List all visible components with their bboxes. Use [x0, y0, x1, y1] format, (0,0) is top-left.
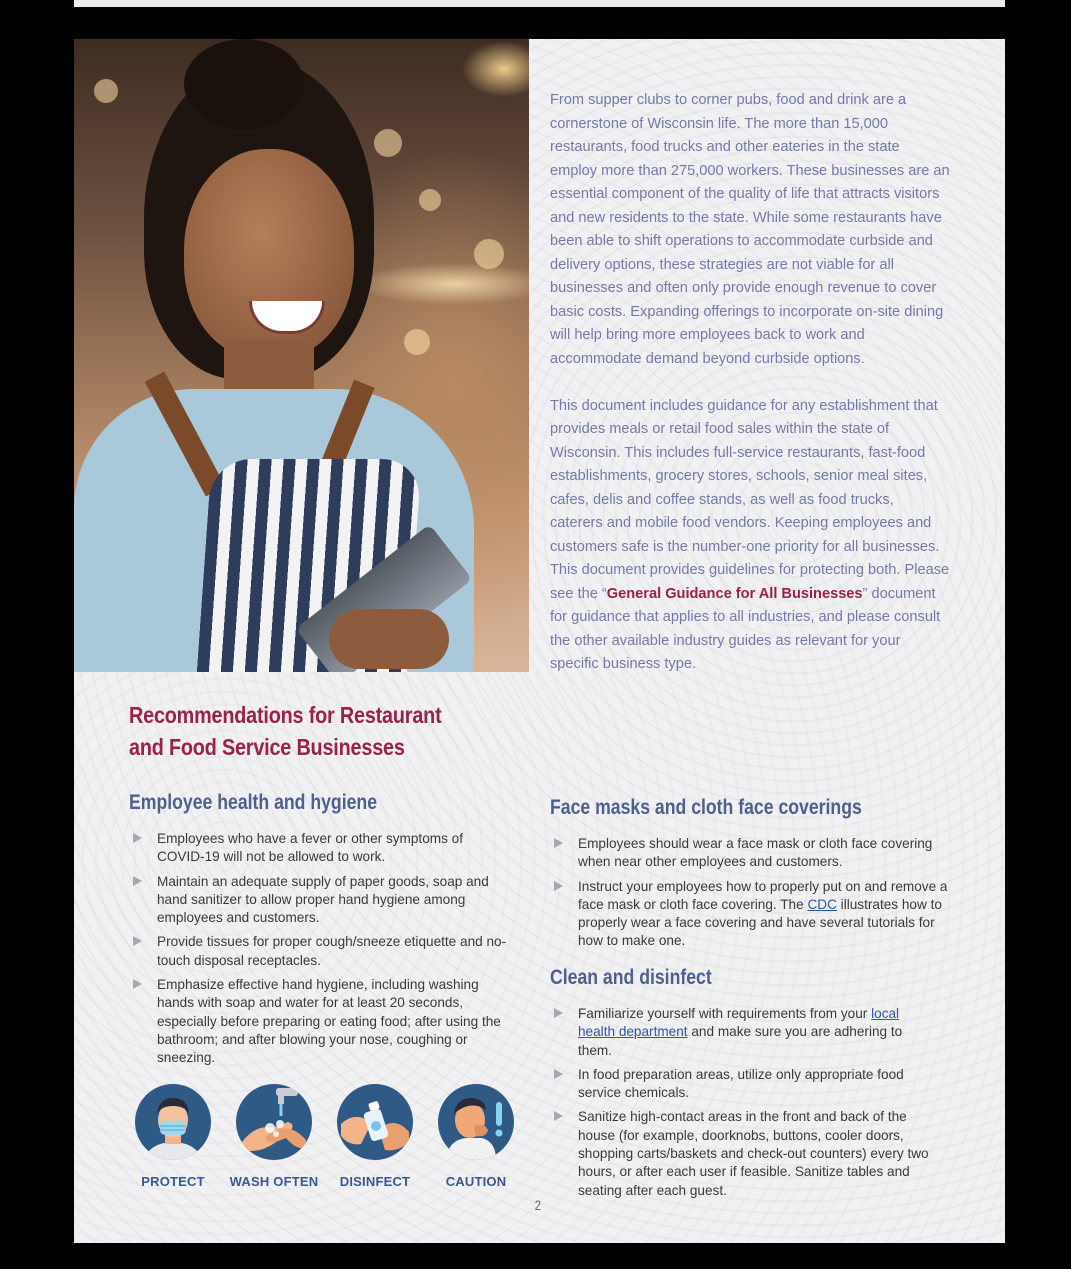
previous-page-edge — [74, 0, 1005, 7]
list-item: Instruct your employees how to properly put on and remove a face mask or cloth face covering. The CDC illustrates how to properly wear a face covering and have several tutorials for how to make one. — [551, 878, 951, 951]
sanitizer-icon — [337, 1084, 413, 1160]
wash-often-label: WASH OFTEN — [229, 1174, 319, 1189]
bullet-arrow-icon — [133, 833, 142, 843]
safety-icons-row — [130, 1084, 510, 1194]
protect-icon-item — [123, 1084, 223, 1189]
bullet-arrow-icon — [554, 1008, 563, 1018]
intro-paragraph-2 — [550, 395, 950, 677]
face-masks-heading: Face masks and cloth face coverings — [550, 796, 862, 819]
disinfect-label: DISINFECT — [339, 1174, 411, 1189]
hand-washing-icon — [236, 1084, 312, 1160]
employee-health-list — [130, 830, 510, 1074]
list-item: Familiarize yourself with requirements from your local health department and make sure you are adhering to them. — [551, 1005, 931, 1060]
intro-p2-text-end: ” document for guidance that applies to all industries, and please consult the other available industry guides as relevant for your specific business type. — [550, 585, 941, 672]
local-health-department-link[interactable]: local health department — [578, 1006, 900, 1040]
general-guidance-link[interactable]: General Guidance for All Businesses — [606, 585, 863, 602]
list-item: Employees who have a fever or other symptoms of COVID-19 will not be allowed to work. — [130, 830, 510, 867]
disinfect-icon-item — [325, 1084, 425, 1189]
bullet-arrow-icon — [554, 838, 563, 848]
clean-disinfect-heading: Clean and disinfect — [550, 966, 712, 989]
document-page — [74, 39, 1005, 1243]
list-item: Maintain an adequate supply of paper goods, soap and hand sanitizer to allow proper hand hygiene among employees and customers. — [130, 873, 510, 928]
bullet-arrow-icon — [133, 876, 142, 886]
employee-health-heading: Employee health and hygiene — [129, 791, 378, 814]
list-item: Provide tissues for proper cough/sneeze etiquette and no-touch disposal receptacles. — [130, 933, 510, 970]
list-item: Employees should wear a face mask or cloth face covering when near other employees and customers. — [551, 835, 951, 872]
bullet-arrow-icon — [554, 881, 563, 891]
hero-photo-waitress — [74, 39, 529, 672]
cough-caution-icon — [438, 1084, 514, 1160]
intro-text — [550, 89, 950, 700]
intro-paragraph-1: From supper clubs to corner pubs, food and drink are a cornerstone of Wisconsin life. The more than 15,000 restaurants, food trucks and other eateries in the state employ more than 275,000 workers. These businesses are an essential component of the quality of life that attracts visitors and new residents to the state. While some restaurants have been able to shift operations to accommodate curbside and delivery options, these strategies are not viable for all businesses and often only provide enough revenue to cover basic costs. Expanding offerings to incorporate on-site dining will help bring more employees back to work and accommodate demand beyond curbside options. — [550, 92, 950, 367]
page-number: 2 — [534, 1197, 542, 1213]
face-mask-icon — [135, 1084, 211, 1160]
cdc-link[interactable]: CDC — [807, 896, 837, 912]
list-item: Sanitize high-contact areas in the front and back of the house (for example, doorknobs, buttons, cooler doors, shopping carts/baskets and check-out counters) every two hours, or after each user if feasible. Sanitize tables and seating after each guest. — [551, 1108, 931, 1199]
caution-label: CAUTION — [445, 1174, 507, 1189]
caution-icon-item — [426, 1084, 526, 1189]
bullet-arrow-icon — [554, 1111, 563, 1121]
list-item: Emphasize effective hand hygiene, including washing hands with soap and water for at least 20 seconds, especially before preparing or eating food; after using the bathroom; and after blowing your nose, coughing or sneezing. — [130, 976, 510, 1067]
clean-disinfect-list — [551, 1005, 931, 1206]
bullet-arrow-icon — [133, 936, 142, 946]
intro-p2-text: This document includes guidance for any establishment that provides meals or retail food sales within the state of Wisconsin. This includes full-service restaurants, fast-food establishments, grocery stores, schools, senior meal sites, cafes, delis and coffee stands, as well as food trucks, caterers and mobile food vendors. Keeping employees and customers safe is the number-one priority for all businesses. This document provides guidelines for protecting both. Please see the “ — [550, 397, 950, 602]
page-title: Recommendations for Restaurant and Food Service Businesses — [129, 702, 442, 760]
face-masks-list — [551, 835, 951, 957]
list-item: In food preparation areas, utilize only appropriate food service chemicals. — [551, 1066, 931, 1103]
bullet-arrow-icon — [554, 1069, 563, 1079]
protect-label: PROTECT — [141, 1174, 205, 1189]
bullet-arrow-icon — [133, 979, 142, 989]
wash-often-icon-item — [224, 1084, 324, 1189]
